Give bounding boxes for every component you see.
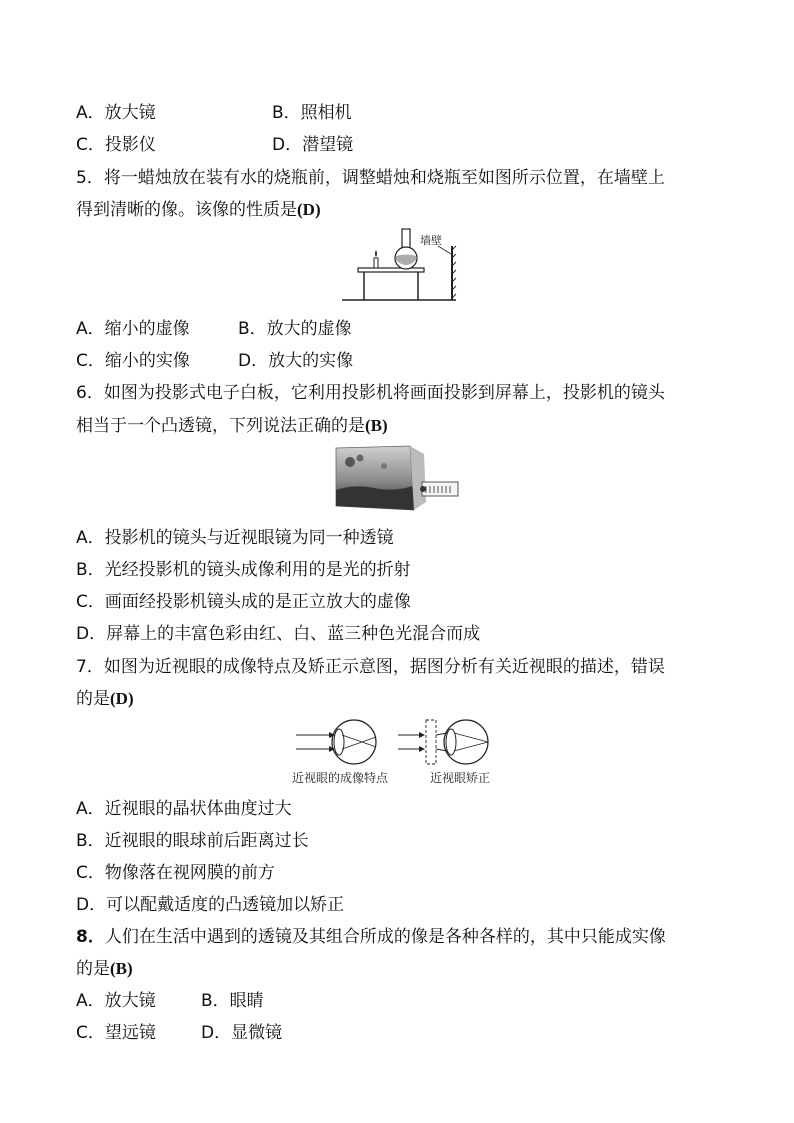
q5-answer: (D) — [297, 200, 321, 219]
q8-option-c: C．望远镜 — [76, 1023, 156, 1043]
q8-stem-text1: 人们在生活中遇到的透镜及其组合所成的像是各种各样的，其中只能成实像 — [104, 927, 666, 947]
wall-label-leader — [438, 246, 451, 254]
q6-option-d: D．屏幕上的丰富色彩由红、白、蓝三种色光混合而成 — [76, 624, 481, 644]
flask-neck — [402, 229, 410, 249]
myopia-eye-diagram — [296, 720, 376, 764]
projector-body — [422, 482, 458, 496]
caption-myopia: 近视眼的成像特点 — [292, 771, 389, 785]
screen-landscape — [336, 486, 414, 510]
q7-stem-line1: 7．如图为近视眼的成像特点及矫正示意图，据图分析有关近视眼的描述，错误 — [76, 657, 665, 677]
q8-option-d: D．显微镜 — [201, 1023, 283, 1043]
q5-option-a: A．缩小的虚像 — [76, 319, 190, 339]
q7-stem-line2 — [76, 687, 134, 711]
q7-answer: (D) — [110, 689, 134, 708]
q5-option-c: C．缩小的实像 — [76, 351, 190, 371]
table-top — [358, 268, 424, 272]
q7-stem-text: 的是 — [76, 689, 110, 709]
q4-option-d: D．潜望镜 — [272, 135, 354, 155]
candle — [374, 258, 378, 268]
q8-option-b: B．眼睛 — [201, 991, 264, 1011]
q8-stem-line2 — [76, 957, 133, 981]
q7-option-b: B．近视眼的眼球前后距离过长 — [76, 831, 309, 851]
lens-left — [334, 729, 344, 755]
q8-option-a: A．放大镜 — [76, 991, 156, 1011]
caption-correction: 近视眼矫正 — [430, 771, 491, 785]
q4-option-c: C．投影仪 — [76, 135, 156, 155]
q8-answer: (B) — [110, 959, 133, 978]
q5-option-d: D．放大的实像 — [238, 351, 354, 371]
q5-stem-line1: 5．将一蜡烛放在装有水的烧瓶前，调整蜡烛和烧瓶至如图所示位置，在墙壁上 — [76, 168, 665, 188]
q7-option-c: C．物像落在视网膜的前方 — [76, 863, 275, 883]
q6-stem-text: 相当于一个凸透镜，下列说法正确的是 — [76, 416, 365, 436]
q6-projector-whiteboard-figure — [334, 444, 460, 512]
q7-myopia-figure — [292, 716, 506, 788]
q4-option-a: A．放大镜 — [76, 103, 156, 123]
myopia-correction-diagram — [398, 720, 488, 764]
q4-option-b: B．照相机 — [272, 103, 352, 123]
projector-lens — [420, 486, 426, 492]
q6-option-c: C．画面经投影机镜头成的是正立放大的虚像 — [76, 592, 411, 612]
q7-option-a: A．近视眼的晶状体曲度过大 — [76, 799, 292, 819]
q8-stem-line1 — [76, 925, 666, 949]
q6-option-b: B．光经投影机的镜头成像利用的是光的折射 — [76, 560, 411, 580]
q5-stem-line2 — [76, 198, 321, 222]
q5-option-b: B．放大的虚像 — [238, 319, 352, 339]
q5-candle-flask-figure — [338, 224, 462, 304]
balloon-1 — [345, 457, 355, 467]
q7-option-d: D．可以配戴适度的凸透镜加以矫正 — [76, 895, 345, 915]
balloon-3 — [381, 463, 387, 469]
concave-lens — [426, 720, 436, 764]
q6-option-a: A．投影机的镜头与近视眼镜为同一种透镜 — [76, 528, 394, 548]
q6-stem-line2 — [76, 414, 388, 438]
q5-stem-text: 得到清晰的像。该像的性质是 — [76, 200, 297, 220]
q8-number: 8． — [76, 927, 105, 947]
wall-label: 墙壁 — [420, 234, 442, 247]
q8-stem-text2: 的是 — [76, 959, 110, 979]
balloon-2 — [357, 455, 364, 462]
candle-flame — [375, 250, 377, 257]
q6-answer: (B) — [365, 416, 388, 435]
q6-stem-line1: 6．如图为投影式电子白板，它利用投影机将画面投影到屏幕上，投影机的镜头 — [76, 383, 665, 403]
